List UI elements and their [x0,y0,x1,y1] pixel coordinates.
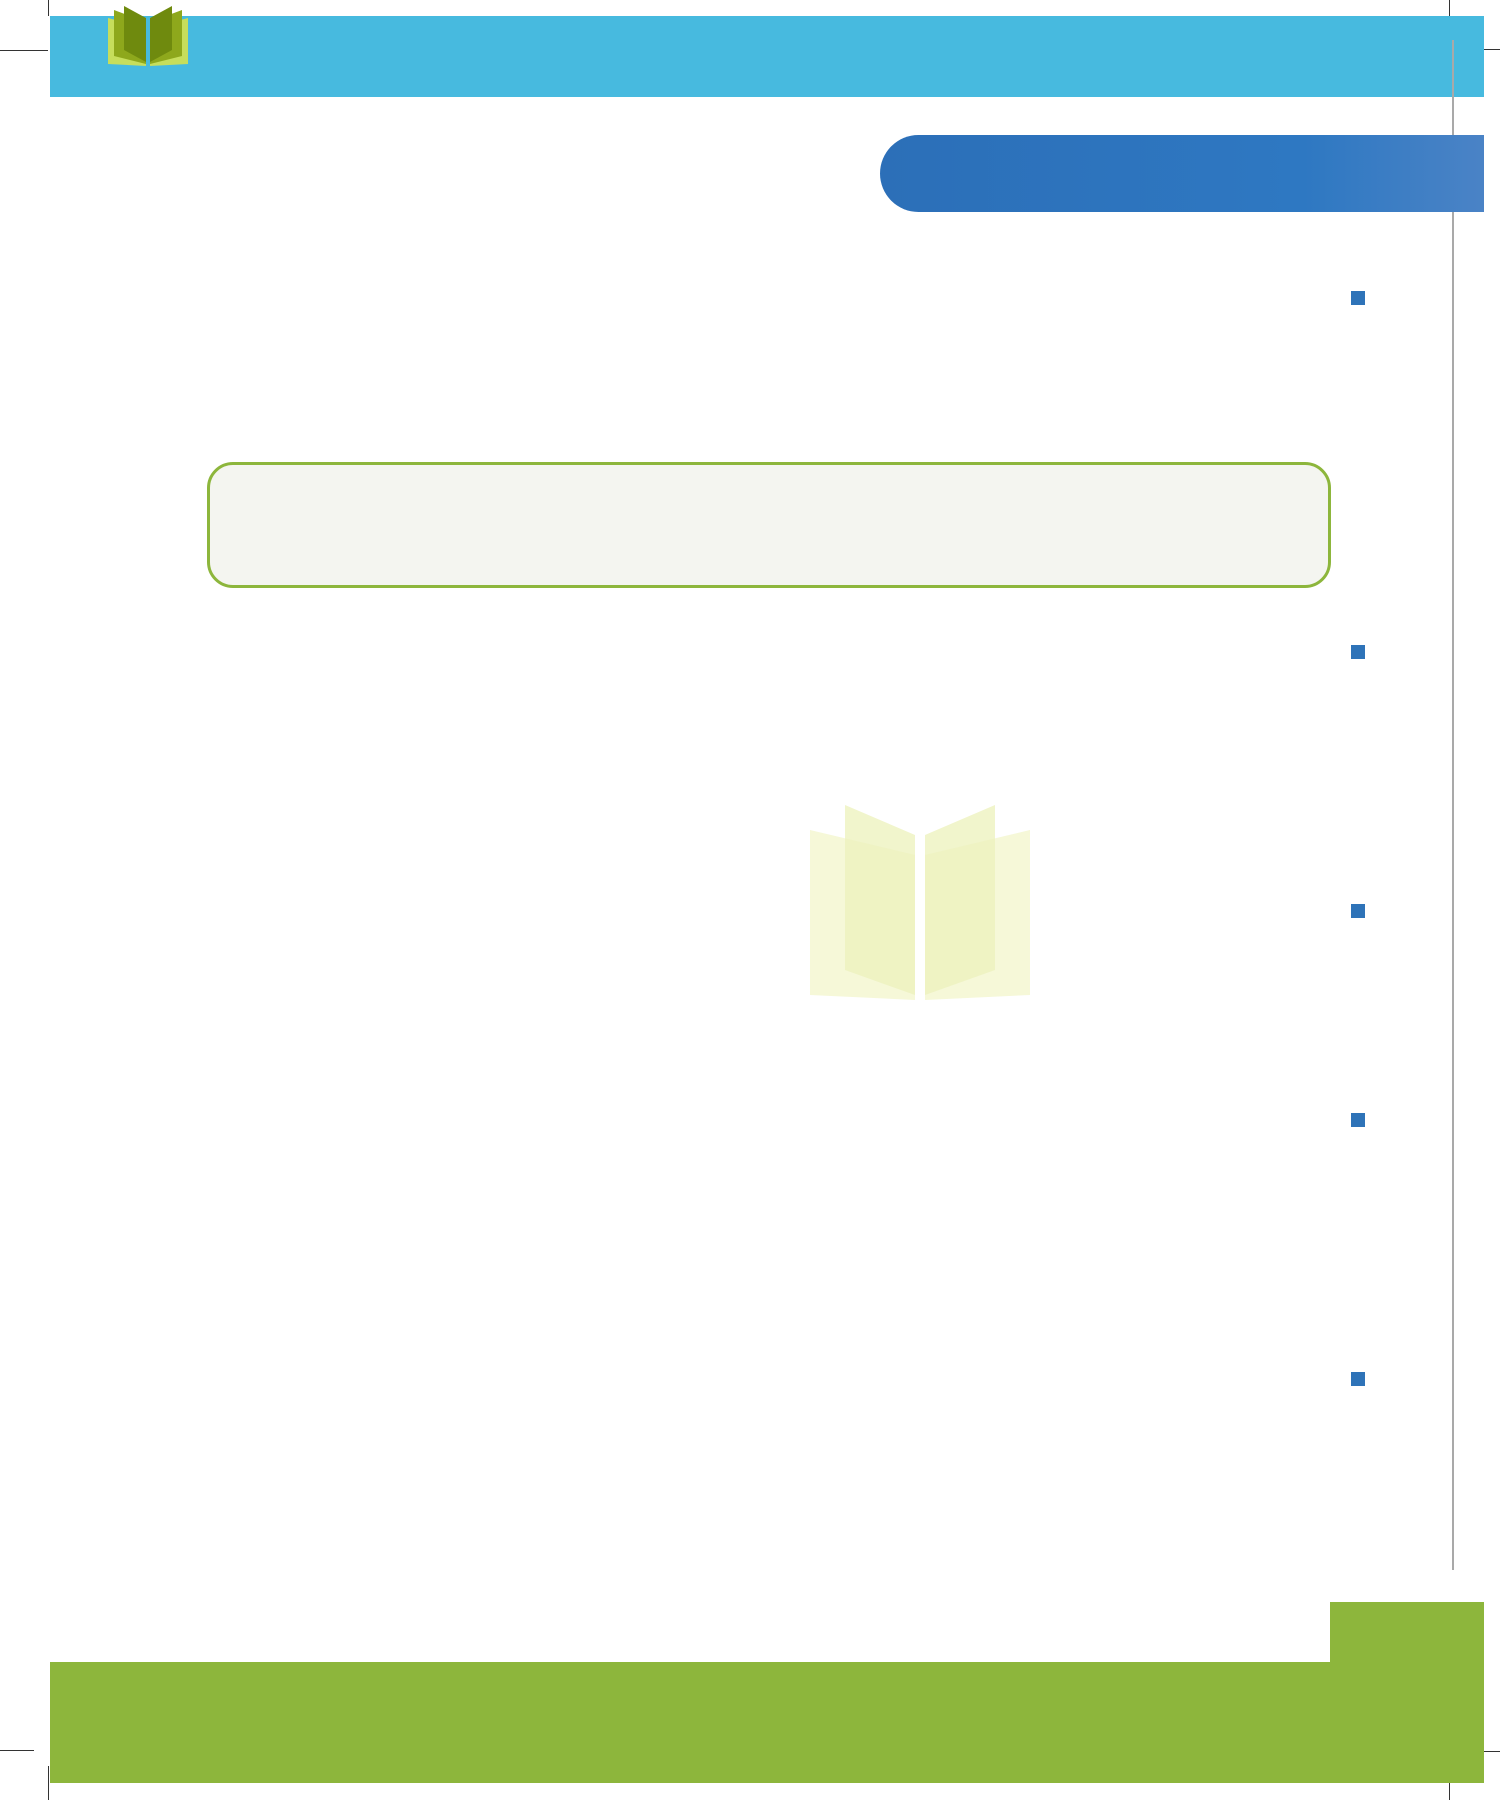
square-bullet-icon [1351,904,1365,918]
section-heading-ocd [1317,904,1365,918]
note-callout-box [207,462,1331,588]
open-book-icon [106,4,190,66]
ruler-line [1452,40,1454,1570]
footer-green-band-upper [1330,1602,1484,1664]
margin-ruler [1380,0,1460,1600]
open-book-icon [805,800,1035,1000]
footer-green-band [50,1662,1484,1783]
section-heading-separation-anxiety [1317,291,1365,305]
square-bullet-icon [1351,291,1365,305]
section-title-banner [880,135,1484,212]
wajeb-watermark [505,800,1035,1000]
square-bullet-icon [1351,645,1365,659]
section-heading-intermittent-explosive [1317,1372,1365,1386]
wajeb-logo [0,0,200,70]
square-bullet-icon [1351,1113,1365,1127]
top-banner [50,16,1484,97]
crop-mark [0,1750,34,1751]
section-heading-social-phobia [1317,645,1365,659]
crop-mark [48,1766,49,1800]
square-bullet-icon [1351,1372,1365,1386]
section-heading-ptsd [1317,1113,1365,1127]
